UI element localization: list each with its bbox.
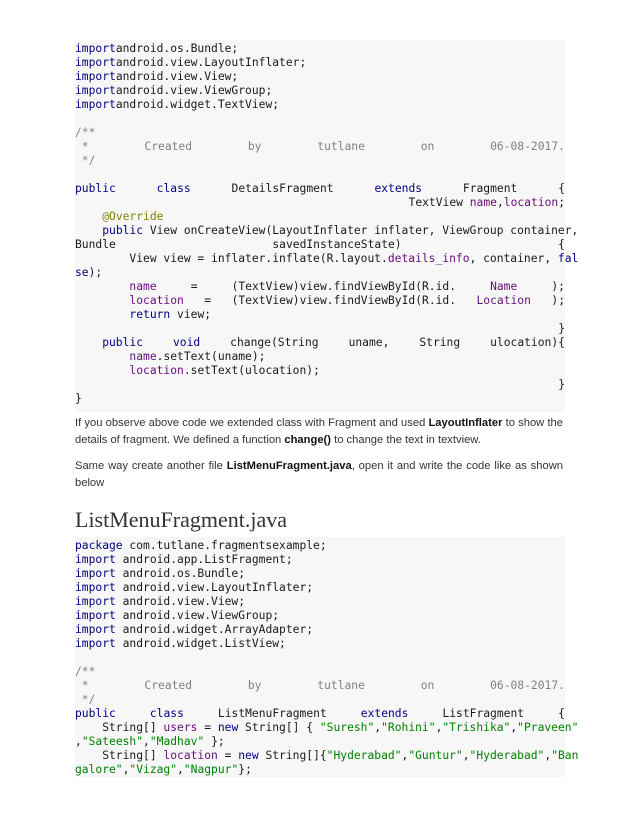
code-line <box>75 182 565 196</box>
text: If you observe above code we extended class with Fragment and used <box>75 417 429 429</box>
code-token: extends <box>374 182 423 195</box>
code-line <box>75 392 565 406</box>
code-line <box>75 707 565 721</box>
code-token: "Hyderabad" <box>326 749 402 762</box>
code-token: import <box>75 623 116 636</box>
code-token: android.app.ListFragment; <box>115 553 293 566</box>
code-line <box>75 539 565 553</box>
code-token: , <box>544 749 552 762</box>
code-token: new <box>238 749 259 762</box>
code-token: "Madhav" <box>149 735 205 748</box>
code-token: ); <box>88 266 103 279</box>
code-token: ); <box>551 280 565 293</box>
code-line <box>75 70 565 84</box>
code-token: import <box>75 70 116 83</box>
code-line <box>75 224 579 238</box>
code-token: ListMenuFragment <box>217 707 327 720</box>
code-token: android.view.ViewGroup; <box>115 84 273 97</box>
code-token: location <box>75 294 184 307</box>
code-token: ListFragment <box>442 707 525 720</box>
code-token: 06-08-2017. <box>490 679 565 692</box>
code-token: import <box>75 553 116 566</box>
code-line <box>75 154 565 168</box>
code-token: } <box>558 378 565 391</box>
text: , open it and write the code like as shown below <box>75 460 564 489</box>
code-token: ulocation){ <box>490 336 565 349</box>
code-token: "Suresh" <box>319 721 375 734</box>
code-token: { <box>558 238 565 251</box>
code-token: String[] <box>75 721 164 734</box>
code-line <box>75 252 579 266</box>
code-line <box>75 623 565 637</box>
code-token: , <box>177 763 184 776</box>
code-line <box>75 693 565 707</box>
code-token: view; <box>170 308 212 321</box>
code-token: on <box>420 679 435 692</box>
code-line <box>75 763 565 777</box>
code-line <box>75 280 565 294</box>
code-line <box>75 196 565 210</box>
code-line <box>75 238 565 252</box>
code-line <box>75 322 565 336</box>
code-token: "Guntur" <box>408 749 463 762</box>
code-token: , <box>122 763 130 776</box>
code-line <box>75 42 565 56</box>
code-token: by <box>247 140 262 153</box>
code-token: (TextView)view.findViewById(R.id. <box>231 280 457 293</box>
code-token: , <box>435 721 443 734</box>
code-token: */ <box>75 154 96 167</box>
code-token: import <box>75 98 116 111</box>
code-token: Location <box>476 294 531 307</box>
paragraph-explanation <box>75 415 563 449</box>
code-line <box>75 735 565 749</box>
code-line <box>75 567 565 581</box>
code-token: class <box>156 182 191 195</box>
code-line <box>75 112 565 126</box>
code-token <box>75 210 102 223</box>
code-line <box>75 294 565 308</box>
code-token: "Nagpur" <box>183 763 239 776</box>
code-token: { <box>558 182 565 195</box>
code-token: }; <box>204 735 225 748</box>
code-token <box>75 224 102 237</box>
code-token: "Trishika" <box>442 721 511 734</box>
code-token: "Sateesh" <box>81 735 144 748</box>
section-heading: ListMenuFragment.java <box>75 507 288 532</box>
code-line <box>75 581 565 595</box>
code-token: import <box>75 56 116 69</box>
code-line <box>75 98 565 112</box>
code-token: String[]{ <box>258 749 327 762</box>
code-token: View view = inflater.inflate(R.layout. <box>75 252 388 265</box>
code-token: = <box>217 749 239 762</box>
code-token: Bundle <box>75 238 116 251</box>
code-token: Fragment <box>462 182 518 195</box>
code-token: import <box>75 42 116 55</box>
code-token: android.widget.TextView; <box>115 98 280 111</box>
code-line <box>75 595 565 609</box>
code-token: * <box>75 679 89 692</box>
code-line <box>75 637 565 651</box>
code-token: name <box>75 280 157 293</box>
code-token: users <box>163 721 198 734</box>
code-token: location <box>163 749 218 762</box>
code-token: android.widget.ListView; <box>115 637 286 650</box>
code-token: android.os.Bundle; <box>115 42 239 55</box>
code-token: android.view.View; <box>115 595 246 608</box>
code-token: /** <box>75 665 96 678</box>
code-token: Created <box>144 140 193 153</box>
code-token: = <box>190 280 198 293</box>
code-token <box>75 308 129 321</box>
paragraph-instruction <box>75 458 563 492</box>
code-token: uname, <box>348 336 390 349</box>
code-token: se <box>75 266 89 279</box>
code-token: , <box>374 721 382 734</box>
code-token: tutlane <box>317 140 365 153</box>
code-token: android.view.LayoutInflater; <box>115 56 307 69</box>
code-token: android.view.ViewGroup; <box>115 609 280 622</box>
code-token: , <box>510 721 518 734</box>
code-line <box>75 308 565 322</box>
code-token: import <box>75 567 116 580</box>
code-line <box>75 126 565 140</box>
code-token: /** <box>75 126 96 139</box>
code-line <box>75 168 565 182</box>
code-token: String[] { <box>238 721 320 734</box>
code-token: 06-08-2017. <box>490 140 565 153</box>
code-token: = <box>204 294 212 307</box>
code-token: "Rohini" <box>381 721 436 734</box>
code-token: tutlane <box>317 679 365 692</box>
code-token: name <box>129 350 157 363</box>
code-token: ; <box>558 196 565 209</box>
code-token: savedInstanceState) <box>272 238 402 251</box>
code-token: android.view.LayoutInflater; <box>115 581 314 594</box>
file-name: ListMenuFragment.java <box>226 460 352 472</box>
text: to show the details of fragment. We defined a function <box>75 417 563 446</box>
code-token: import <box>75 581 116 594</box>
code-token: details_info <box>387 252 470 265</box>
code-token: import <box>75 595 116 608</box>
code-token: class <box>149 707 184 720</box>
code-token: galore" <box>75 763 123 776</box>
code-token: public <box>75 707 116 720</box>
code-token: location <box>503 196 559 209</box>
code-line <box>75 210 565 224</box>
code-token: * <box>75 140 89 153</box>
code-line <box>75 140 565 154</box>
code-token: , <box>462 749 470 762</box>
code-token: package <box>75 539 123 552</box>
code-token: "Hyderabad" <box>469 749 545 762</box>
code-line <box>75 56 565 70</box>
code-token: , <box>143 735 150 748</box>
code-token: "Vizag" <box>129 763 178 776</box>
text: to change the text in textview. <box>331 434 481 446</box>
code-token: new <box>217 721 239 734</box>
code-line <box>75 679 565 693</box>
code-line <box>75 350 565 364</box>
code-token: String <box>419 336 461 349</box>
code-token: on <box>420 140 435 153</box>
code-token: } <box>75 392 82 405</box>
code-token: , <box>401 749 409 762</box>
keyword-layoutinflater: LayoutInflater <box>428 417 503 429</box>
code-token: com.tutlane.fragmentsexample; <box>122 539 327 552</box>
code-line <box>75 609 565 623</box>
code-token: ); <box>551 294 565 307</box>
code-token: , <box>75 735 82 748</box>
code-token <box>75 350 129 363</box>
code-token: Name <box>490 280 518 293</box>
code-token: return <box>129 308 171 321</box>
code-line <box>75 84 565 98</box>
code-token: android.widget.ArrayAdapter; <box>115 623 314 636</box>
code-token: import <box>75 609 116 622</box>
code-line <box>75 721 579 735</box>
code-token: { <box>558 707 565 720</box>
code-token: , <box>496 196 504 209</box>
code-token: "Ban <box>551 749 579 762</box>
code-token: (TextView)view.findViewById(R.id. <box>231 294 457 307</box>
code-token: public <box>75 336 144 349</box>
code-line <box>75 651 565 665</box>
code-token: String[] <box>75 749 164 762</box>
code-token: , container, <box>469 252 558 265</box>
code-line <box>75 749 579 763</box>
code-token: "Praveen" <box>517 721 579 734</box>
text: Same way create another file <box>75 460 227 472</box>
code-line <box>75 665 565 679</box>
code-token: extends <box>360 707 409 720</box>
code-token: public <box>75 182 116 195</box>
code-token: android.os.Bundle; <box>115 567 246 580</box>
code-line <box>75 266 565 280</box>
code-token: DetailsFragment <box>231 182 334 195</box>
code-token: import <box>75 637 116 650</box>
code-token: } <box>558 322 565 335</box>
code-token: = <box>197 721 218 734</box>
code-block-details-fragment <box>75 40 579 412</box>
code-block-listmenu-fragment <box>75 537 579 777</box>
code-token <box>75 364 129 377</box>
code-token: Created <box>144 679 193 692</box>
code-token: .setText(uname); <box>156 350 266 363</box>
code-line <box>75 378 565 392</box>
code-token: */ <box>75 693 96 706</box>
code-token: @Override <box>102 210 164 223</box>
code-token: TextView <box>408 196 470 209</box>
code-line <box>75 336 565 350</box>
code-token: android.view.View; <box>115 70 239 83</box>
code-token: import <box>75 84 116 97</box>
code-token: location <box>129 364 184 377</box>
code-line <box>75 364 565 378</box>
code-token: fal <box>557 252 579 265</box>
keyword-change: change() <box>284 434 331 446</box>
code-line <box>75 553 565 567</box>
code-token: by <box>247 679 262 692</box>
code-token: View onCreateView(LayoutInflater inflater, ViewGroup container, <box>143 224 579 237</box>
code-token: .setText(ulocation); <box>183 364 320 377</box>
code-token: void <box>172 336 201 349</box>
code-token: public <box>102 224 144 237</box>
code-token: }; <box>238 763 252 776</box>
code-token: change(String <box>230 336 319 349</box>
code-token: name <box>469 196 497 209</box>
